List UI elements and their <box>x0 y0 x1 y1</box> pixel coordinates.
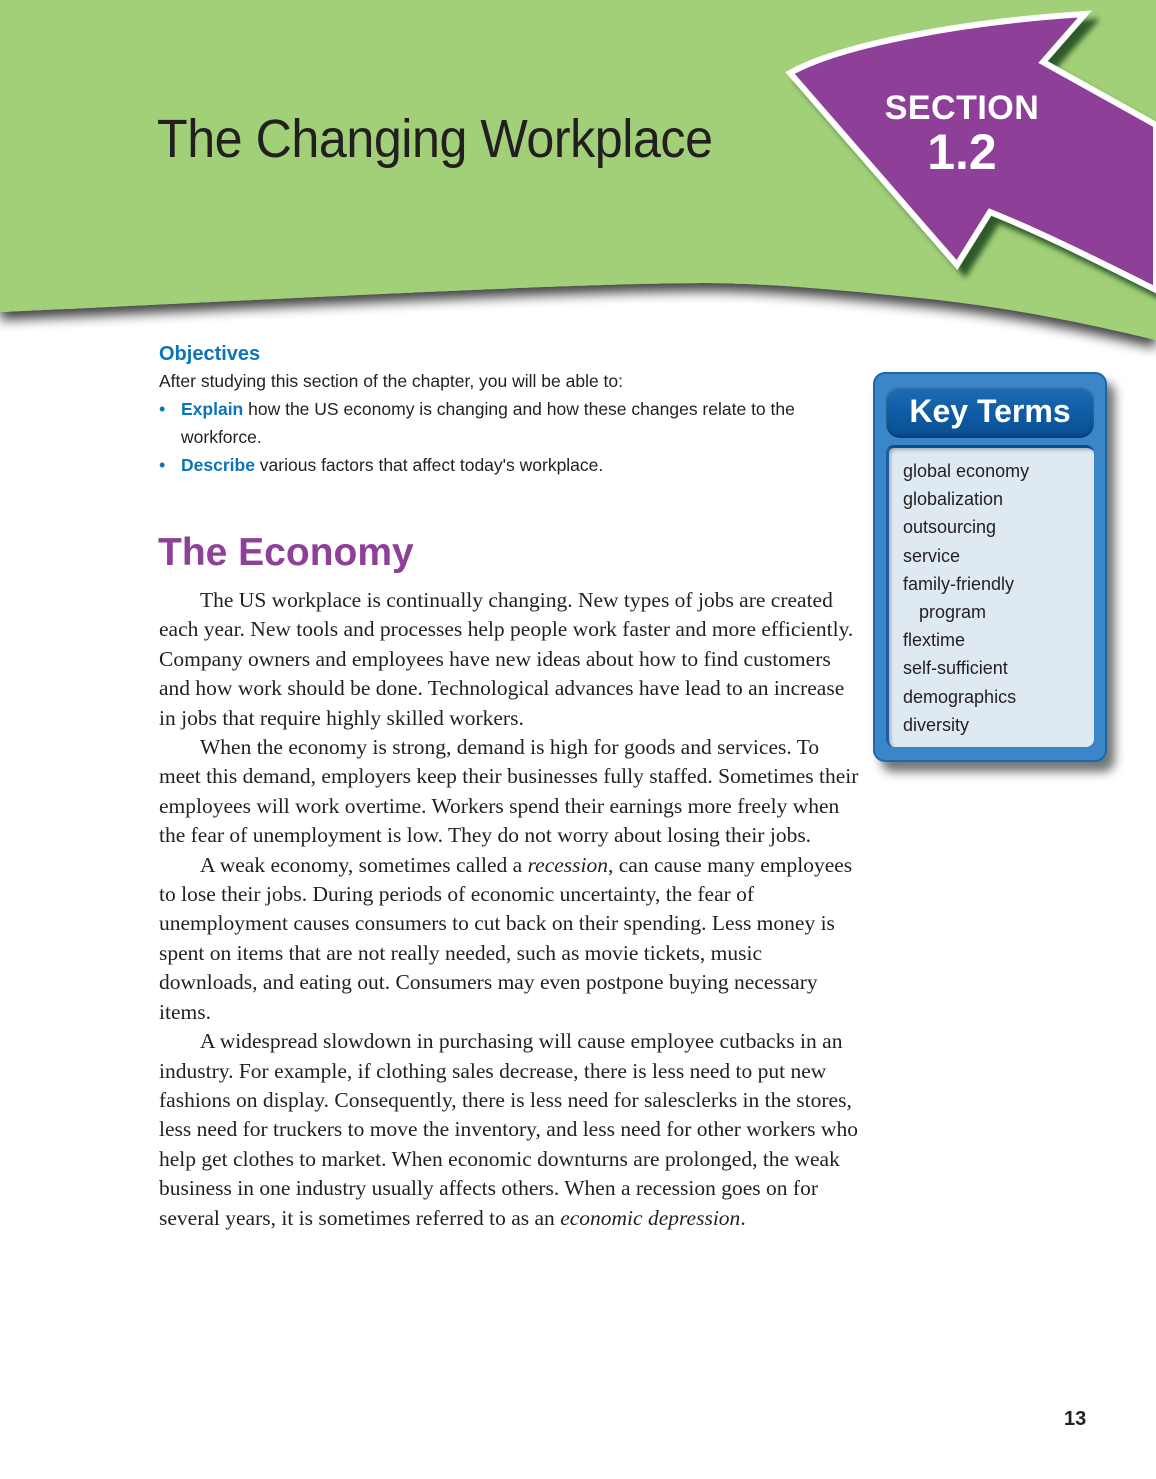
key-term-continuation: program <box>919 602 987 623</box>
section-heading: The Economy <box>158 531 414 574</box>
paragraph <box>159 733 859 851</box>
paragraph <box>159 851 859 1027</box>
objectives-intro: After studying this section of the chapter, you will be able to: <box>159 371 624 391</box>
header-banner <box>0 0 1156 380</box>
bullet-icon: • <box>159 455 166 475</box>
objective-text: various factors that affect today's workplace. <box>254 455 604 475</box>
objective-item <box>159 395 859 451</box>
section-badge <box>868 90 1056 178</box>
key-term: self-sufficient <box>903 658 1008 679</box>
term-economic-depression: economic depression <box>560 1205 741 1230</box>
key-term: outsourcing <box>903 517 997 538</box>
key-term: flextime <box>903 630 966 651</box>
term-recession: recession <box>527 852 608 877</box>
objective-verb: Describe <box>181 455 255 475</box>
section-number: 1.2 <box>927 124 997 180</box>
paragraph-text: , can cause many employees to lose their jobs. During periods of economic uncertainty, the fear of unemployment causes consumers to cut back on their spending. Less money is spent on items that are not really needed, such as movie tickets, music downloads, and eating out. Consumers may even postpone buying necessary items. <box>159 852 853 1024</box>
objectives-block <box>159 342 859 479</box>
key-term: globalization <box>903 489 1004 510</box>
paragraph-text: When the economy is strong, demand is high for goods and services. To meet this demand, employers keep their businesses fully staffed. Sometimes their employees will work overtime. Workers spend their earnings more freely when the fear of unemployment is low. They do not worry about losing their jobs. <box>159 735 859 848</box>
paragraph-text: The US workplace is continually changing. New types of jobs are created each year. New tools and processes help people work faster and more efficiently. Company owners and employees have new ideas about how to find customers and how work should be done. Technological advances have lead to an increase in jobs that require highly skilled workers. <box>159 588 854 730</box>
key-terms-box <box>873 372 1107 762</box>
objective-verb: Explain <box>181 399 244 419</box>
key-term: family-friendly <box>903 573 1015 594</box>
key-term: service <box>903 545 961 566</box>
key-term: diversity <box>903 714 970 735</box>
objectives-list <box>159 395 859 479</box>
key-term: demographics <box>903 686 1017 707</box>
key-terms-title: Key Terms <box>886 385 1094 438</box>
paragraph-text: A weak economy, sometimes called a <box>200 852 528 877</box>
paragraph-text: . <box>740 1205 746 1230</box>
objective-item <box>159 451 859 479</box>
paragraph <box>159 1027 859 1233</box>
objectives-heading: Objectives <box>159 343 261 365</box>
page-number: 13 <box>1064 1408 1087 1430</box>
section-label: SECTION <box>884 89 1040 127</box>
page-title: The Changing Workplace <box>157 109 713 169</box>
body-text <box>159 586 859 1233</box>
bullet-icon: • <box>159 399 166 419</box>
paragraph <box>159 586 859 733</box>
key-term: global economy <box>903 461 1030 481</box>
paragraph-text: A widespread slowdown in purchasing will cause employee cutbacks in an industry. For example, if clothing sales decrease, there is less need to put new fashions on display. Consequently, there is less need for salesclerks in the stores, less need for truckers to move the inventory, and less need for other workers who help get clothes to market. When economic downturns are prolonged, the weak business in one industry usually affects others. When a recession goes on for several years, it is sometimes referred to as an <box>159 1029 858 1230</box>
objective-text: how the US economy is changing and how these changes relate to the workforce. <box>181 399 795 447</box>
key-terms-list <box>886 445 1094 747</box>
